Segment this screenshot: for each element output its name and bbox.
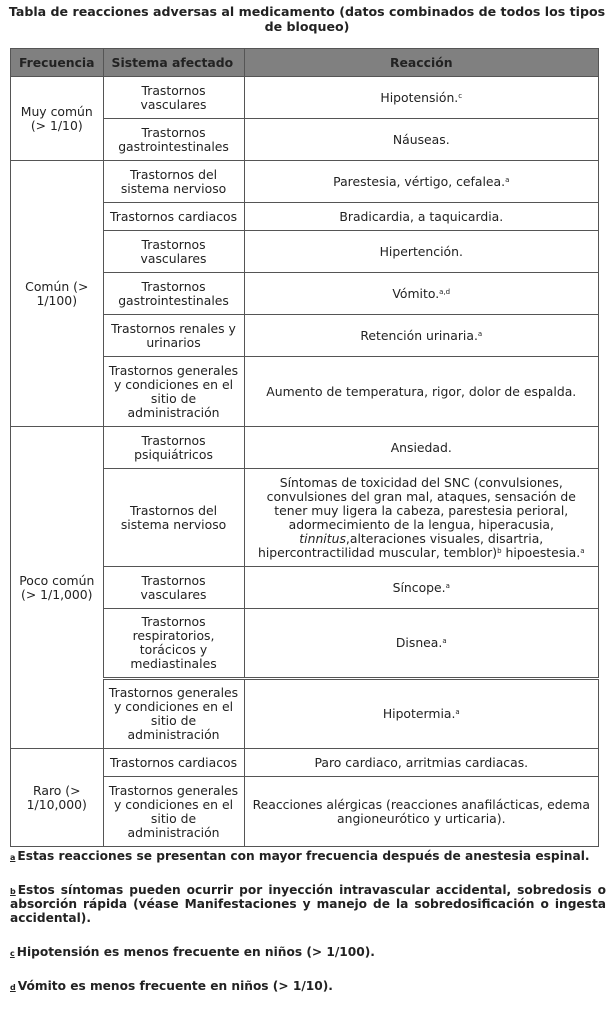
reaction-cell: Reacciones alérgicas (reacciones anafilácticas, edema angioneurótico y urticaria). bbox=[244, 777, 598, 847]
reaction-cell: Bradicardia, a taquicardia. bbox=[244, 203, 598, 231]
system-cell: Trastornos renales y urinarios bbox=[103, 315, 244, 357]
frequency-cell: Muy común (> 1/10) bbox=[11, 77, 104, 161]
reaction-cell: Paro cardiaco, arritmias cardiacas. bbox=[244, 749, 598, 777]
table-row bbox=[11, 749, 599, 777]
system-cell: Trastornos cardiacos bbox=[103, 203, 244, 231]
system-cell: Trastornos del sistema nervioso bbox=[103, 469, 244, 567]
system-cell: Trastornos psiquiátricos bbox=[103, 427, 244, 469]
system-cell: Trastornos vasculares bbox=[103, 77, 244, 119]
reaction-cell: Ansiedad. bbox=[244, 427, 598, 469]
footnote-c: $^c$ Hipotensión es menos frecuente en niños (> 1/100). bbox=[10, 945, 375, 959]
system-cell: Trastornos generales y condiciones en el sitio de administración bbox=[103, 357, 244, 427]
system-cell: Trastornos generales y condiciones en el sitio de administración bbox=[103, 679, 244, 749]
table-row bbox=[11, 427, 599, 469]
system-cell: Trastornos gastrointestinales bbox=[103, 273, 244, 315]
header-sistema: Sistema afectado bbox=[103, 49, 244, 77]
adverse-reactions-table bbox=[10, 48, 599, 847]
system-cell: Trastornos del sistema nervioso bbox=[103, 161, 244, 203]
system-cell: Trastornos cardiacos bbox=[103, 749, 244, 777]
reaction-cell: Síntomas de toxicidad del SNC (convulsiones, convulsiones del gran mal, ataques, sensación de tener muy ligera la cabeza, parestesia perioral, adormecimiento de la lengua, hiperacusia, tinnitus,alteraciones visuales, disartria, hipercontractilidad muscular, temblor)$^b$ hipoestesia.$^a$ bbox=[244, 469, 598, 567]
footnote-b: $^b$ Estos síntomas pueden ocurrir por inyección intravascular accidental, sobredosis o absorción rápida (véase Manifestaciones y manejo de la sobredosificación o ingesta accidental). bbox=[10, 883, 606, 925]
reaction-cell: Retención urinaria.$^a$ bbox=[244, 315, 598, 357]
system-cell: Trastornos gastrointestinales bbox=[103, 119, 244, 161]
footnotes bbox=[10, 849, 606, 1013]
reaction-cell: Hipotermia.$^a$ bbox=[244, 679, 598, 749]
frequency-cell: Poco común (> 1/1,000) bbox=[11, 427, 104, 749]
reaction-cell: Vómito.$^{a,d}$ bbox=[244, 273, 598, 315]
system-cell: Trastornos respiratorios, torácicos y mediastinales bbox=[103, 609, 244, 679]
reaction-cell: Síncope.$^a$ bbox=[244, 567, 598, 609]
frequency-cell: Raro (> 1/10,000) bbox=[11, 749, 104, 847]
reaction-cell: Hipotensión.$^c$ bbox=[244, 77, 598, 119]
reaction-cell: Aumento de temperatura, rigor, dolor de espalda. bbox=[244, 357, 598, 427]
reaction-cell: Parestesia, vértigo, cefalea.$^a$ bbox=[244, 161, 598, 203]
page-title: Tabla de reacciones adversas al medicamento (datos combinados de todos los tipos de bloqueo) bbox=[8, 4, 606, 34]
reaction-cell: Disnea.$^a$ bbox=[244, 609, 598, 679]
header-reaccion: Reacción bbox=[244, 49, 598, 77]
table-row bbox=[11, 77, 599, 119]
frequency-cell: Común (> 1/100) bbox=[11, 161, 104, 427]
footnote-a: $^a$ Estas reacciones se presentan con mayor frecuencia después de anestesia espinal. bbox=[10, 849, 590, 863]
system-cell: Trastornos vasculares bbox=[103, 231, 244, 273]
header-frecuencia: Frecuencia bbox=[11, 49, 104, 77]
footnote-d: $^d$ Vómito es menos frecuente en niños (> 1/10). bbox=[10, 979, 333, 993]
reaction-cell: Hipertención. bbox=[244, 231, 598, 273]
reaction-cell: Náuseas. bbox=[244, 119, 598, 161]
system-cell: Trastornos generales y condiciones en el sitio de administración bbox=[103, 777, 244, 847]
table-row bbox=[11, 161, 599, 203]
table-header-row bbox=[11, 49, 599, 77]
system-cell: Trastornos vasculares bbox=[103, 567, 244, 609]
